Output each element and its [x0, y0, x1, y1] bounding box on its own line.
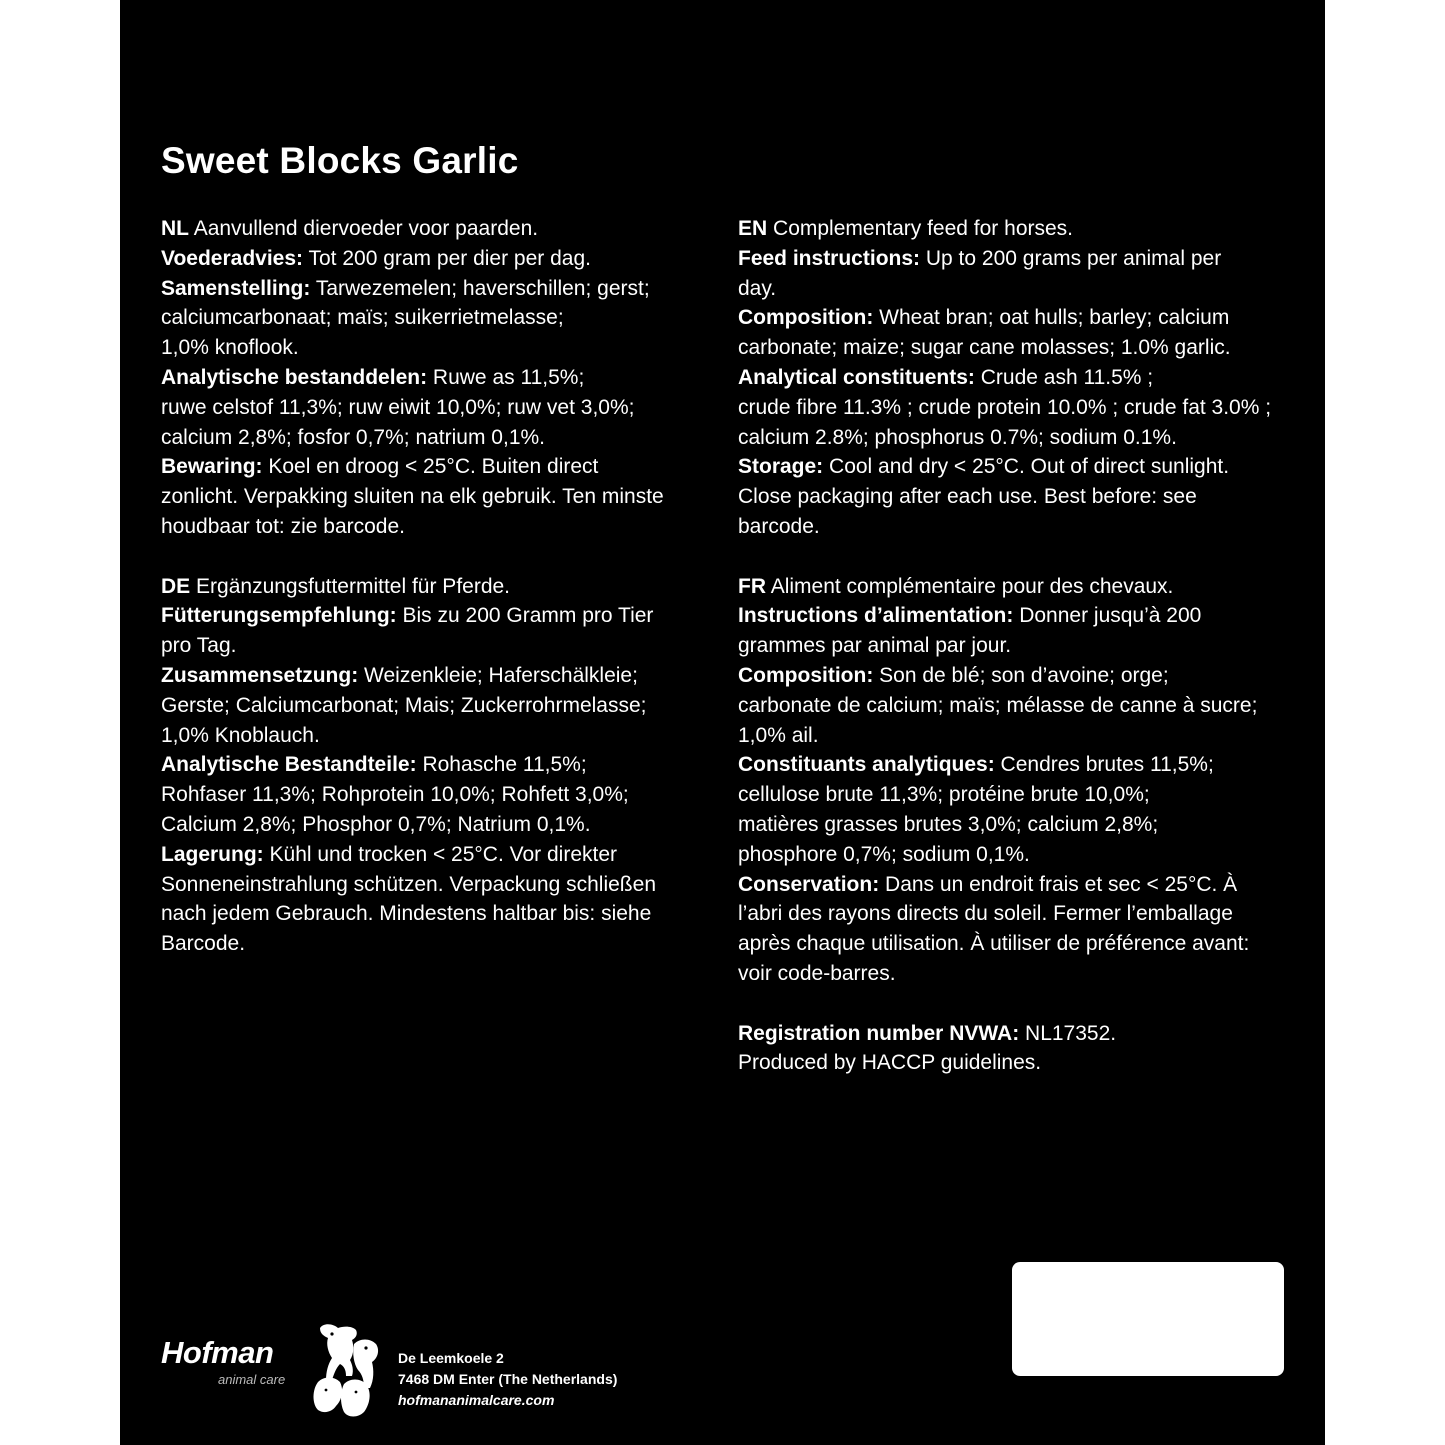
en-anal-text: Crude ash 11.5% ; — [980, 365, 1154, 389]
en-section — [738, 214, 1293, 542]
de-store-text: Barcode. — [161, 932, 246, 956]
fr-store-text: après chaque utilisation. À utiliser de préférence avant: — [738, 932, 1250, 956]
en-anal-label: Analytical constituents: — [738, 365, 975, 389]
en-feed-label: Feed instructions: — [738, 246, 921, 270]
de-anal-text: Rohasche 11,5%; — [422, 753, 587, 777]
nl-comp-label: Samenstelling: — [161, 276, 311, 300]
nl-anal-text: ruwe celstof 11,3%; ruw eiwit 10,0%; ruw vet 3,0%; — [161, 395, 635, 419]
nl-comp-text: 1,0% knoflook. — [161, 336, 299, 360]
nl-comp-text: Tarwezemelen; haverschillen; gerst; — [315, 276, 650, 300]
animals-icon — [310, 1320, 390, 1420]
fr-comp-text: Son de blé; son d’avoine; orge; — [879, 663, 1169, 687]
en-anal-text: crude fibre 11.3% ; crude protein 10.0% ; crude fat 3.0% ; — [738, 395, 1272, 419]
nl-anal-label: Analytische bestanddelen: — [161, 365, 428, 389]
address-street: De Leemkoele 2 — [398, 1350, 504, 1366]
fr-feed-text: grammes par animal par jour. — [738, 634, 1012, 658]
nl-store-label: Bewaring: — [161, 455, 263, 479]
de-section — [161, 572, 711, 959]
haccp-note: Produced by HACCP guidelines. — [738, 1051, 1042, 1075]
nl-code: NL — [161, 217, 189, 240]
fr-anal-text: Cendres brutes 11,5%; — [1000, 753, 1214, 777]
en-comp-label: Composition: — [738, 306, 874, 330]
nl-store-text: zonlicht. Verpakking sluiten na elk gebruik. Ten minste — [161, 485, 664, 509]
de-intro: Ergänzungsfuttermittel für Pferde. — [196, 574, 511, 598]
fr-feed-text: Donner jusqu’à 200 — [1019, 604, 1202, 628]
de-anal-label: Analytische Bestandteile: — [161, 753, 417, 777]
en-store-text: barcode. — [738, 514, 820, 538]
nl-anal-text: calcium 2,8%; fosfor 0,7%; natrium 0,1%. — [161, 425, 545, 449]
nl-anal-text: Ruwe as 11,5%; — [432, 365, 585, 389]
brand-logo-subtitle: animal care — [218, 1372, 286, 1387]
de-code: DE — [161, 574, 191, 598]
en-feed-text: day. — [738, 276, 777, 300]
en-anal-text: calcium 2.8%; phosphorus 0.7%; sodium 0.1%. — [738, 425, 1177, 449]
fr-store-text: l’abri des rayons directs du soleil. Fermer l’emballage — [738, 902, 1233, 926]
right-column — [738, 214, 1293, 1108]
de-anal-text: Rohfaser 11,3%; Rohprotein 10,0%; Rohfett 3,0%; — [161, 783, 629, 807]
fr-store-text: Dans un endroit frais et sec < 25°C. À — [885, 872, 1238, 896]
en-intro: Complementary feed for horses. — [773, 217, 1073, 240]
fr-store-text: voir code-barres. — [738, 961, 896, 985]
de-comp-label: Zusammensetzung: — [161, 663, 359, 687]
barcode-area — [1012, 1262, 1284, 1376]
de-feed-text: Bis zu 200 Gramm pro Tier — [402, 604, 654, 628]
fr-comp-text: 1,0% ail. — [738, 723, 819, 747]
left-column — [161, 214, 711, 989]
nl-store-text: Koel en droog < 25°C. Buiten direct — [268, 455, 599, 479]
fr-anal-text: phosphore 0,7%; sodium 0,1%. — [738, 842, 1030, 866]
fr-comp-label: Composition: — [738, 663, 874, 687]
de-feed-label: Fütterungsempfehlung: — [161, 604, 397, 628]
de-feed-text: pro Tag. — [161, 634, 237, 658]
fr-intro: Aliment complémentaire pour des chevaux. — [770, 574, 1174, 598]
fr-anal-text: matières grasses brutes 3,0%; calcium 2,8%; — [738, 812, 1159, 836]
en-comp-text: carbonate; maize; sugar cane molasses; 1.0% garlic. — [738, 336, 1231, 360]
fr-anal-text: cellulose brute 11,3%; protéine brute 10,0%; — [738, 783, 1150, 807]
nl-feed-text: Tot 200 gram per dier per dag. — [308, 246, 591, 270]
en-comp-text: Wheat bran; oat hulls; barley; calcium — [879, 306, 1230, 330]
label-panel — [120, 0, 1325, 1445]
registration-value: NL17352. — [1025, 1021, 1117, 1045]
en-feed-text: Up to 200 grams per animal per — [925, 246, 1222, 270]
nl-comp-text: calciumcarbonaat; maïs; suikerrietmelasse; — [161, 306, 564, 330]
fr-section — [738, 572, 1293, 989]
brand-logo: Hofman — [161, 1335, 274, 1370]
company-address — [398, 1348, 617, 1411]
de-store-label: Lagerung: — [161, 842, 264, 866]
de-comp-text: Gerste; Calciumcarbonat; Mais; Zuckerrohrmelasse; — [161, 693, 647, 717]
address-city: 7468 DM Enter (The Netherlands) — [398, 1371, 618, 1387]
product-title: Sweet Blocks Garlic — [161, 140, 519, 181]
fr-anal-label: Constituants analytiques: — [738, 753, 995, 777]
de-anal-text: Calcium 2,8%; Phosphor 0,7%; Natrium 0,1%. — [161, 812, 591, 836]
fr-comp-text: carbonate de calcium; maïs; mélasse de canne à sucre; — [738, 693, 1258, 717]
de-comp-text: Weizenkleie; Haferschälkleie; — [364, 663, 638, 687]
de-store-text: nach jedem Gebrauch. Mindestens haltbar bis: siehe — [161, 902, 652, 926]
fr-code: FR — [738, 574, 766, 598]
en-store-text: Close packaging after each use. Best before: see — [738, 485, 1197, 509]
nl-section — [161, 214, 711, 542]
fr-store-label: Conservation: — [738, 872, 880, 896]
en-store-text: Cool and dry < 25°C. Out of direct sunlight. — [829, 455, 1230, 479]
de-comp-text: 1,0% Knoblauch. — [161, 723, 320, 747]
en-code: EN — [738, 217, 768, 240]
de-store-text: Kühl und trocken < 25°C. Vor direkter — [269, 842, 618, 866]
nl-intro: Aanvullend diervoeder voor paarden. — [193, 217, 539, 240]
registration-section — [738, 1019, 1293, 1079]
nl-store-text: houdbaar tot: zie barcode. — [161, 514, 406, 538]
website-link[interactable]: hofmananimalcare.com — [398, 1392, 555, 1408]
nl-feed-label: Voederadvies: — [161, 246, 304, 270]
de-store-text: Sonneneinstrahlung schützen. Verpackung schließen — [161, 872, 656, 896]
fr-feed-label: Instructions d’alimentation: — [738, 604, 1014, 628]
en-store-label: Storage: — [738, 455, 824, 479]
registration-label: Registration number NVWA: — [738, 1021, 1020, 1045]
